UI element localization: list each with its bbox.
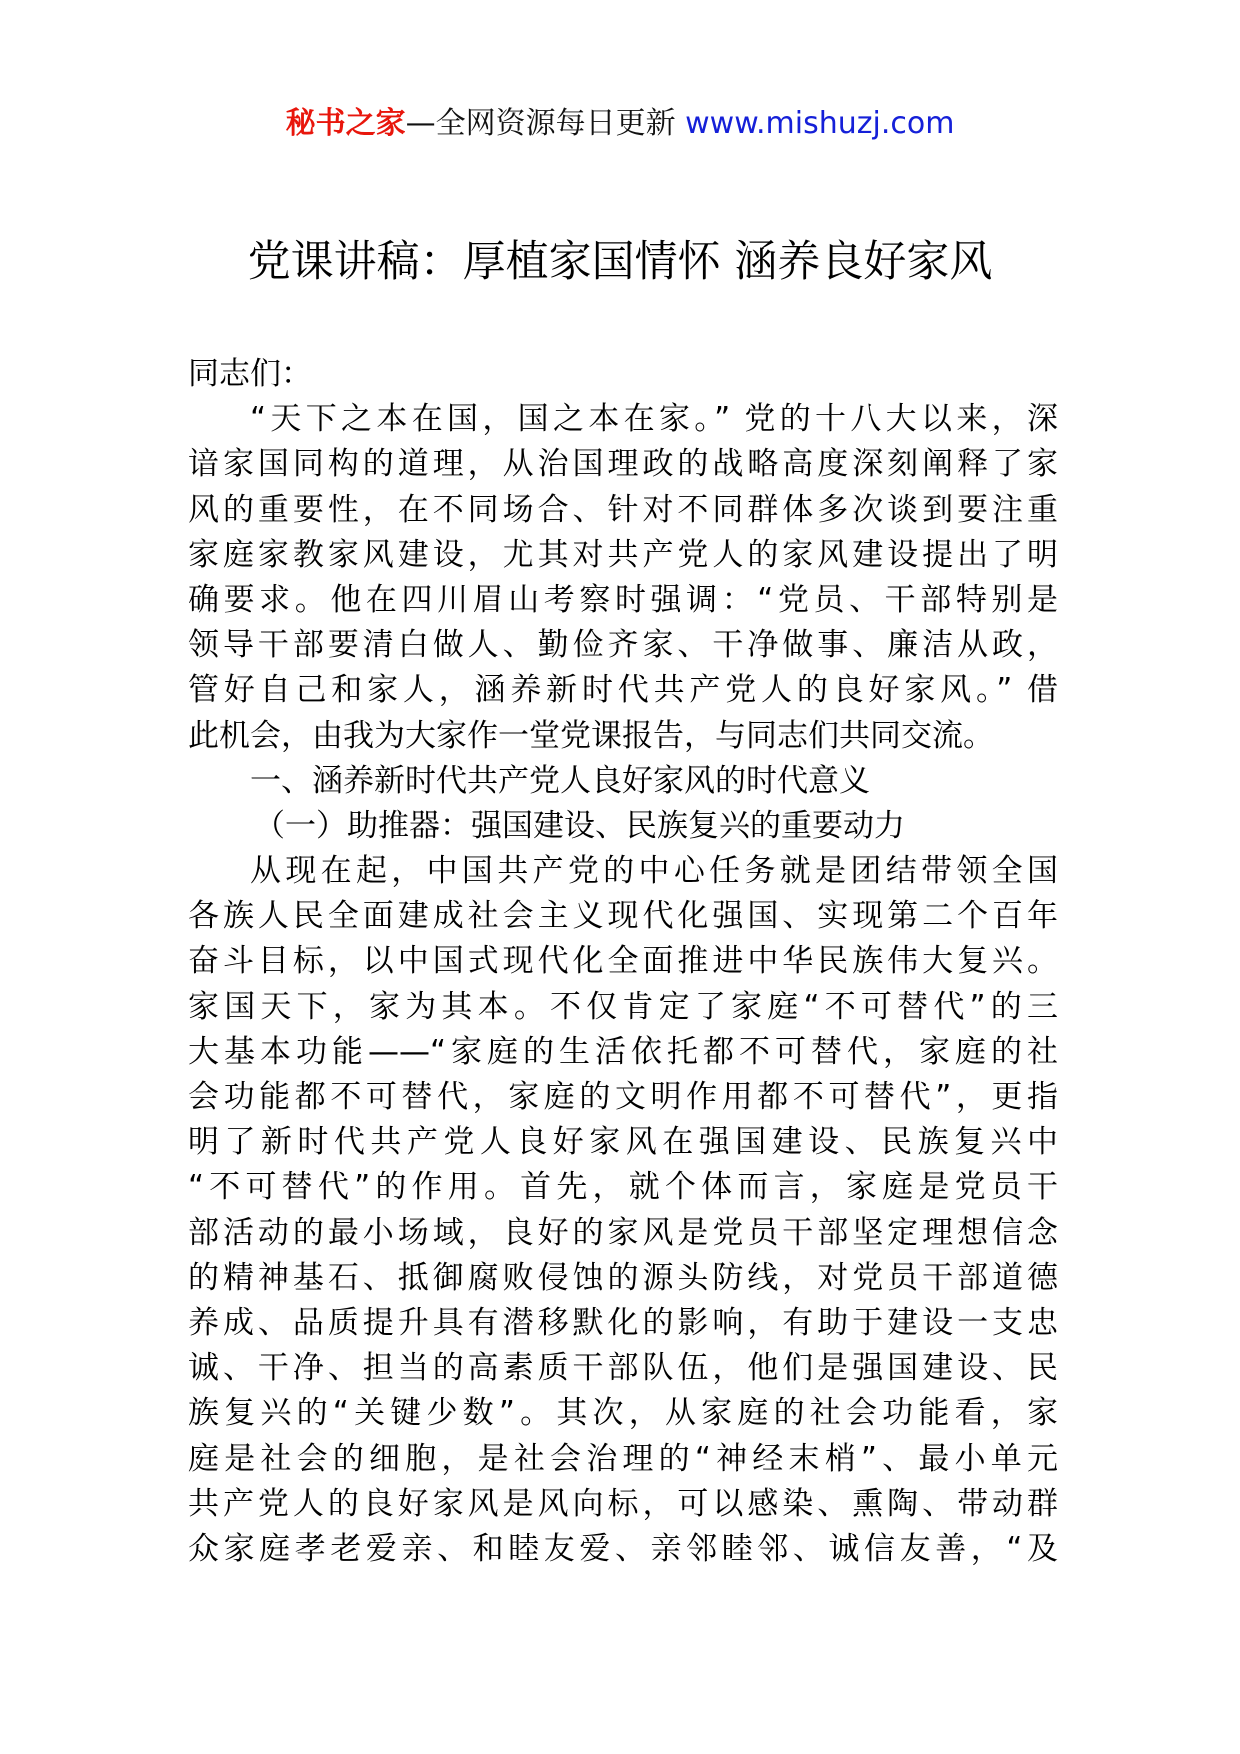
paragraph-line: 部活动的最小场域，良好的家风是党员干部坚定理想信念 <box>188 1214 1058 1251</box>
paragraph-line: 族复兴的“关键少数”。其次，从家庭的社会功能看，家 <box>188 1395 1058 1432</box>
paragraph-line: 确要求。他在四川眉山考察时强调：“党员、干部特别是 <box>188 581 1058 618</box>
paragraph-line: 谙家国同构的道理，从治国理政的战略高度深刻阐释了家 <box>188 446 1058 483</box>
paragraph-line: 从现在起，中国共产党的中心任务就是团结带领全国 <box>250 853 1058 890</box>
site-brand: 秘书之家 <box>285 106 406 141</box>
section-heading: 一、涵养新时代共产党人良好家风的时代意义 <box>250 762 870 799</box>
subsection-heading: （一）助推器：强国建设、民族复兴的重要动力 <box>254 807 905 844</box>
paragraph-line: 众家庭孝老爱亲、和睦友爱、亲邻睦邻、诚信友善，“及 <box>188 1530 1058 1567</box>
paragraph-line: 的精神基石、抵御腐败侵蚀的源头防线，对党员干部道德 <box>188 1259 1058 1296</box>
paragraph-line: 管好自己和家人，涵养新时代共产党人的良好家风。” 借 <box>188 672 1058 709</box>
site-banner <box>0 100 1240 148</box>
paragraph-line: 此机会，由我为大家作一堂党课报告，与同志们共同交流。 <box>188 717 994 754</box>
document-body <box>188 352 1058 1572</box>
paragraph-line: “天下之本在国，国之本在家。” 党的十八大以来，深 <box>250 401 1058 438</box>
paragraph-line: 庭是社会的细胞，是社会治理的“神经末梢”、最小单元 <box>188 1440 1058 1477</box>
paragraph-line: 会功能都不可替代，家庭的文明作用都不可替代”，更指 <box>188 1079 1058 1115</box>
paragraph-line: 明了新时代共产党人良好家风在强国建设、民族复兴中 <box>188 1124 1058 1161</box>
site-tagline: —全网资源每日更新 <box>405 106 676 141</box>
paragraph-line: 诚、干净、担当的高素质干部队伍，他们是强国建设、民 <box>188 1350 1058 1387</box>
paragraph-line: “不可替代”的作用。首先，就个体而言，家庭是党员干 <box>188 1169 1058 1206</box>
paragraph-line: 风的重要性，在不同场合、针对不同群体多次谈到要注重 <box>188 491 1058 528</box>
site-url-link[interactable]: www.mishuzj.com <box>685 106 955 141</box>
paragraph-line: 家国天下，家为其本。不仅肯定了家庭“不可替代”的三 <box>188 988 1058 1025</box>
paragraph-line: 领导干部要清白做人、勤俭齐家、干净做事、廉洁从政， <box>188 627 1058 664</box>
paragraph-line: 共产党人的良好家风是风向标，可以感染、熏陶、带动群 <box>188 1485 1058 1522</box>
document-title: 党课讲稿：厚植家国情怀 涵养良好家风 <box>247 237 993 287</box>
paragraph-line: 养成、品质提升具有潜移默化的影响，有助于建设一支忠 <box>188 1304 1058 1341</box>
paragraph-line: 各族人民全面建成社会主义现代化强国、实现第二个百年 <box>188 898 1058 935</box>
salutation: 同志们： <box>188 356 312 392</box>
paragraph-line: 奋斗目标，以中国式现代化全面推进中华民族伟大复兴。 <box>188 943 1058 980</box>
paragraph-line: 大基本功能——“家庭的生活依托都不可替代，家庭的社 <box>188 1033 1058 1070</box>
paragraph-line: 家庭家教家风建设，尤其对共产党人的家风建设提出了明 <box>188 536 1058 573</box>
